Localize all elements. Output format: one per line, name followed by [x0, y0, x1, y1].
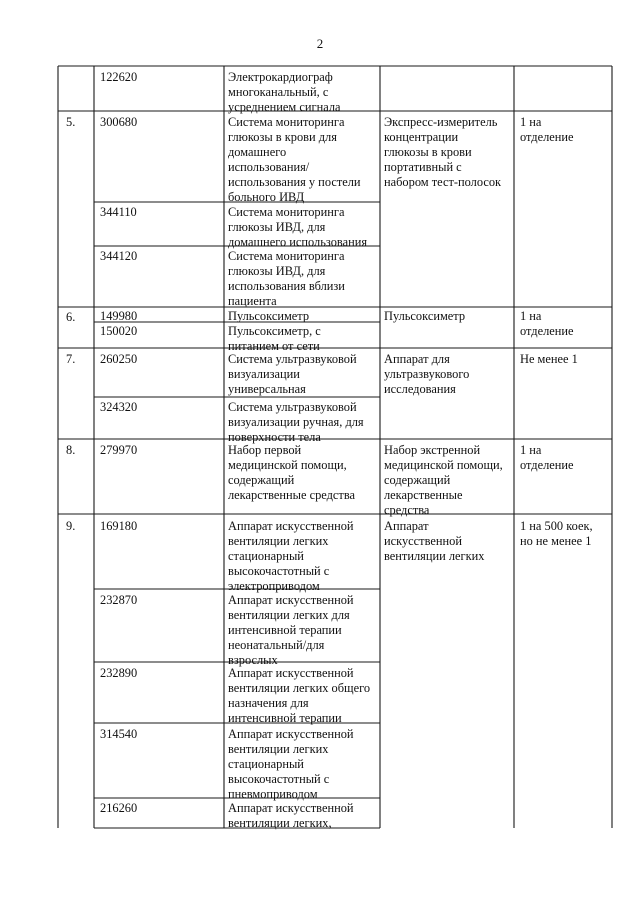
code-cell: 314540 — [100, 727, 138, 741]
code-cell: 344120 — [100, 249, 138, 263]
code-cell: 122620 — [100, 70, 138, 84]
quantity-cell: 1 на отделение — [520, 115, 574, 144]
quantity-cell: 1 на отделение — [520, 309, 574, 338]
row-number: 9. — [66, 519, 76, 533]
name-cell: Аппарат искусственной вентиляции легких стационарный высокочастотный с электроприводом — [228, 519, 354, 593]
name-cell: Система ультразвуковой визуализации ручная, для поверхности тела — [228, 400, 364, 444]
quantity-cell: 1 на 500 коек, но не менее 1 — [520, 519, 593, 548]
quantity-cell: 1 на отделение — [520, 443, 574, 472]
code-cell: 232890 — [100, 666, 138, 680]
name-cell: Аппарат искусственной вентиляции легких стационарный высокочастотный с пневмоприводом — [228, 727, 354, 801]
code-cell: 169180 — [100, 519, 138, 533]
row-number: 6. — [66, 310, 76, 324]
code-cell: 150020 — [100, 324, 138, 338]
name-cell: Система ультразвуковой визуализации универсальная — [228, 352, 357, 396]
code-cell: 260250 — [100, 352, 138, 366]
equipment-cell: Экспресс-измеритель концентрации глюкозы в крови портативный с набором тест-полосок — [384, 115, 502, 189]
quantity-cell: Не менее 1 — [520, 352, 578, 366]
name-cell: Аппарат искусственной вентиляции легких общего назначения для интенсивной терапии — [228, 666, 371, 725]
equipment-cell: Аппарат для ультразвукового исследования — [384, 352, 470, 396]
equipment-cell: Аппарат искусственной вентиляции легких — [384, 519, 485, 563]
code-cell: 279970 — [100, 443, 138, 457]
row-number: 8. — [66, 443, 76, 457]
equipment-cell: Пульсоксиметр — [384, 309, 466, 323]
name-cell: Пульсоксиметр, с питанием от сети — [228, 324, 321, 353]
row-number: 7. — [66, 352, 76, 366]
name-cell: Электрокардиограф многоканальный, с усреднением сигнала — [228, 70, 341, 114]
code-cell: 216260 — [100, 801, 138, 815]
name-cell: Аппарат искусственной вентиляции легких, — [228, 801, 354, 830]
name-cell: Система мониторинга глюкозы ИВД, для домашнего использования — [228, 205, 368, 249]
row-number: 5. — [66, 115, 76, 129]
code-cell: 149980 — [100, 309, 138, 323]
name-cell: Система мониторинга глюкозы в крови для домашнего использования/ использования у постели больного ИВД — [228, 115, 361, 204]
equipment-cell: Набор экстренной медицинской помощи, содержащий лекарственные средства — [384, 443, 503, 517]
name-cell: Набор первой медицинской помощи, содержащий лекарственные средства — [228, 443, 356, 502]
name-cell: Система мониторинга глюкозы ИВД, для использования вблизи пациента — [228, 249, 345, 308]
name-cell: Пульсоксиметр — [228, 309, 310, 323]
code-cell: 300680 — [100, 115, 138, 129]
code-cell: 324320 — [100, 400, 138, 414]
code-cell: 344110 — [100, 205, 137, 219]
code-cell: 232870 — [100, 593, 138, 607]
name-cell: Аппарат искусственной вентиляции легких для интенсивной терапии неонатальный/для взрослых — [228, 593, 354, 667]
page-number: 2 — [316, 36, 324, 51]
